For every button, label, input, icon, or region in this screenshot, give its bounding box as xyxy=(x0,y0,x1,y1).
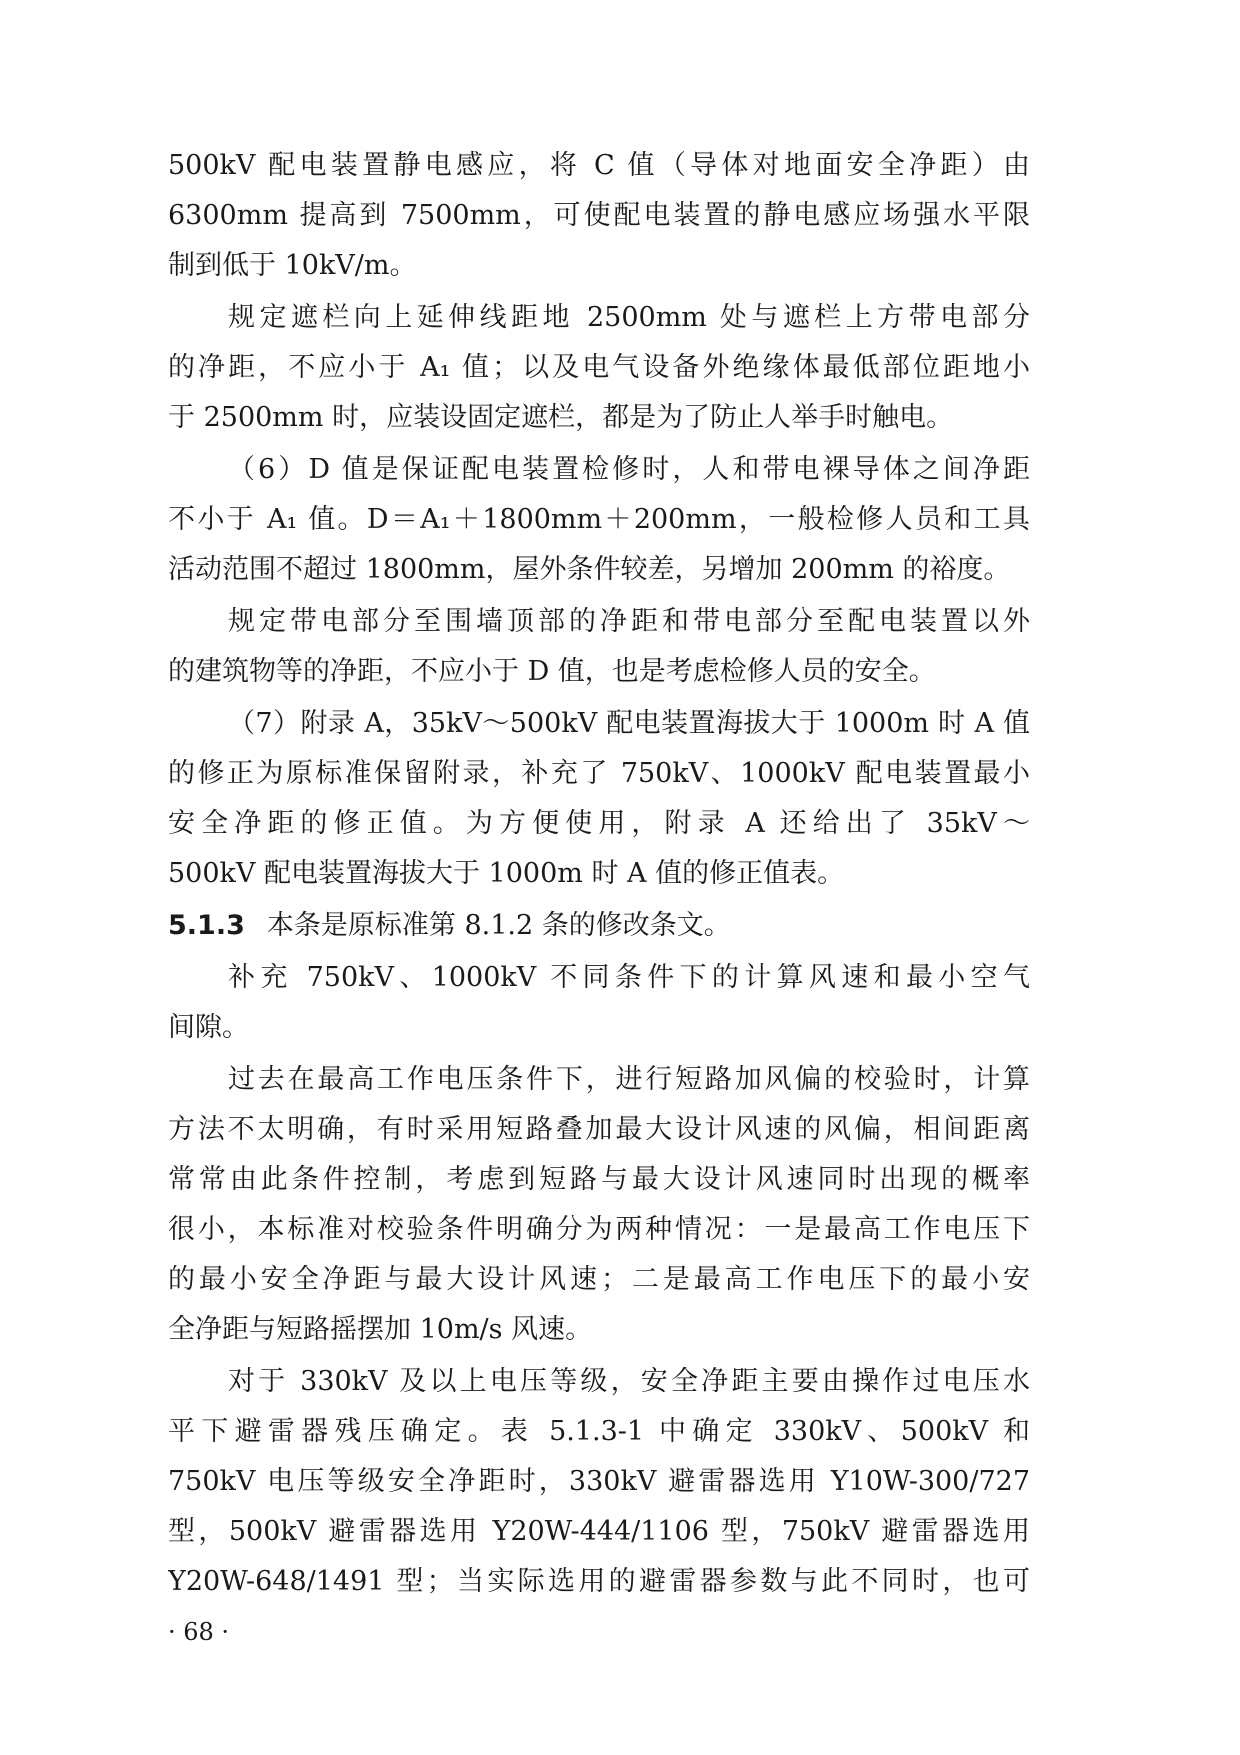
section-text: 本条是原标准第 8.1.2 条的修改条文。 xyxy=(266,910,731,941)
text-line: 的净距，不应小于 A₁ 值；以及电气设备外绝缘体最低部位距地小 xyxy=(168,352,1030,383)
text-line: 间隙。 xyxy=(168,1012,249,1043)
text-line: 很小，本标准对校验条件明确分为两种情况：一是最高工作电压下 xyxy=(168,1214,1030,1245)
text-line: 的修正为原标准保留附录，补充了 750kV、1000kV 配电装置最小 xyxy=(168,758,1030,789)
text-line: 的最小安全净距与最大设计风速；二是最高工作电压下的最小安 xyxy=(168,1264,1030,1295)
text-line: 不小于 A₁ 值。D＝A₁＋1800mm＋200mm，一般检修人员和工具 xyxy=(168,504,1030,535)
text-line: 500kV 配电装置海拔大于 1000m 时 A 值的修正值表。 xyxy=(168,858,845,889)
page-number: · 68 · xyxy=(168,1618,230,1646)
text-line: 活动范围不超过 1800mm，屋外条件较差，另增加 200mm 的裕度。 xyxy=(168,554,1011,585)
text-line: （6）D 值是保证配电装置检修时，人和带电裸导体之间净距 xyxy=(228,454,1030,485)
text-line: 制到低于 10kV/m。 xyxy=(168,250,417,281)
document-page xyxy=(168,0,1030,1755)
text-line: Y20W-648/1491 型；当实际选用的避雷器参数与此不同时，也可 xyxy=(168,1566,1030,1597)
section-heading xyxy=(168,900,1030,952)
section-number: 5.1.3 xyxy=(168,910,245,941)
text-line: 500kV 配电装置静电感应，将 C 值（导体对地面安全净距）由 xyxy=(168,150,1030,181)
text-line: 对于 330kV 及以上电压等级，安全净距主要由操作过电压水 xyxy=(228,1366,1030,1397)
text-line: 6300mm 提高到 7500mm，可使配电装置的静电感应场强水平限 xyxy=(168,200,1030,231)
text-line: 型，500kV 避雷器选用 Y20W-444/1106 型，750kV 避雷器选用 xyxy=(168,1516,1030,1547)
text-line: 全净距与短路摇摆加 10m/s 风速。 xyxy=(168,1314,593,1345)
text-line: （7）附录 A，35kV～500kV 配电装置海拔大于 1000m 时 A 值 xyxy=(228,708,1030,739)
text-line: 过去在最高工作电压条件下，进行短路加风偏的校验时，计算 xyxy=(228,1064,1030,1095)
text-line: 于 2500mm 时，应装设固定遮栏，都是为了防止人举手时触电。 xyxy=(168,402,954,433)
text-line: 安全净距的修正值。为方便使用，附录 A 还给出了 35kV～ xyxy=(168,808,1030,839)
text-line: 补充 750kV、1000kV 不同条件下的计算风速和最小空气 xyxy=(228,962,1030,993)
text-line: 规定带电部分至围墙顶部的净距和带电部分至配电装置以外 xyxy=(228,606,1030,637)
text-line: 常常由此条件控制，考虑到短路与最大设计风速同时出现的概率 xyxy=(168,1164,1030,1195)
text-line: 方法不太明确，有时采用短路叠加最大设计风速的风偏，相间距离 xyxy=(168,1114,1030,1145)
text-line: 的建筑物等的净距，不应小于 D 值，也是考虑检修人员的安全。 xyxy=(168,656,936,687)
text-line: 规定遮栏向上延伸线距地 2500mm 处与遮栏上方带电部分 xyxy=(228,302,1030,333)
text-line: 750kV 电压等级安全净距时，330kV 避雷器选用 Y10W-300/727 xyxy=(168,1466,1030,1497)
text-line: 平下避雷器残压确定。表 5.1.3-1 中确定 330kV、500kV 和 xyxy=(168,1416,1030,1447)
